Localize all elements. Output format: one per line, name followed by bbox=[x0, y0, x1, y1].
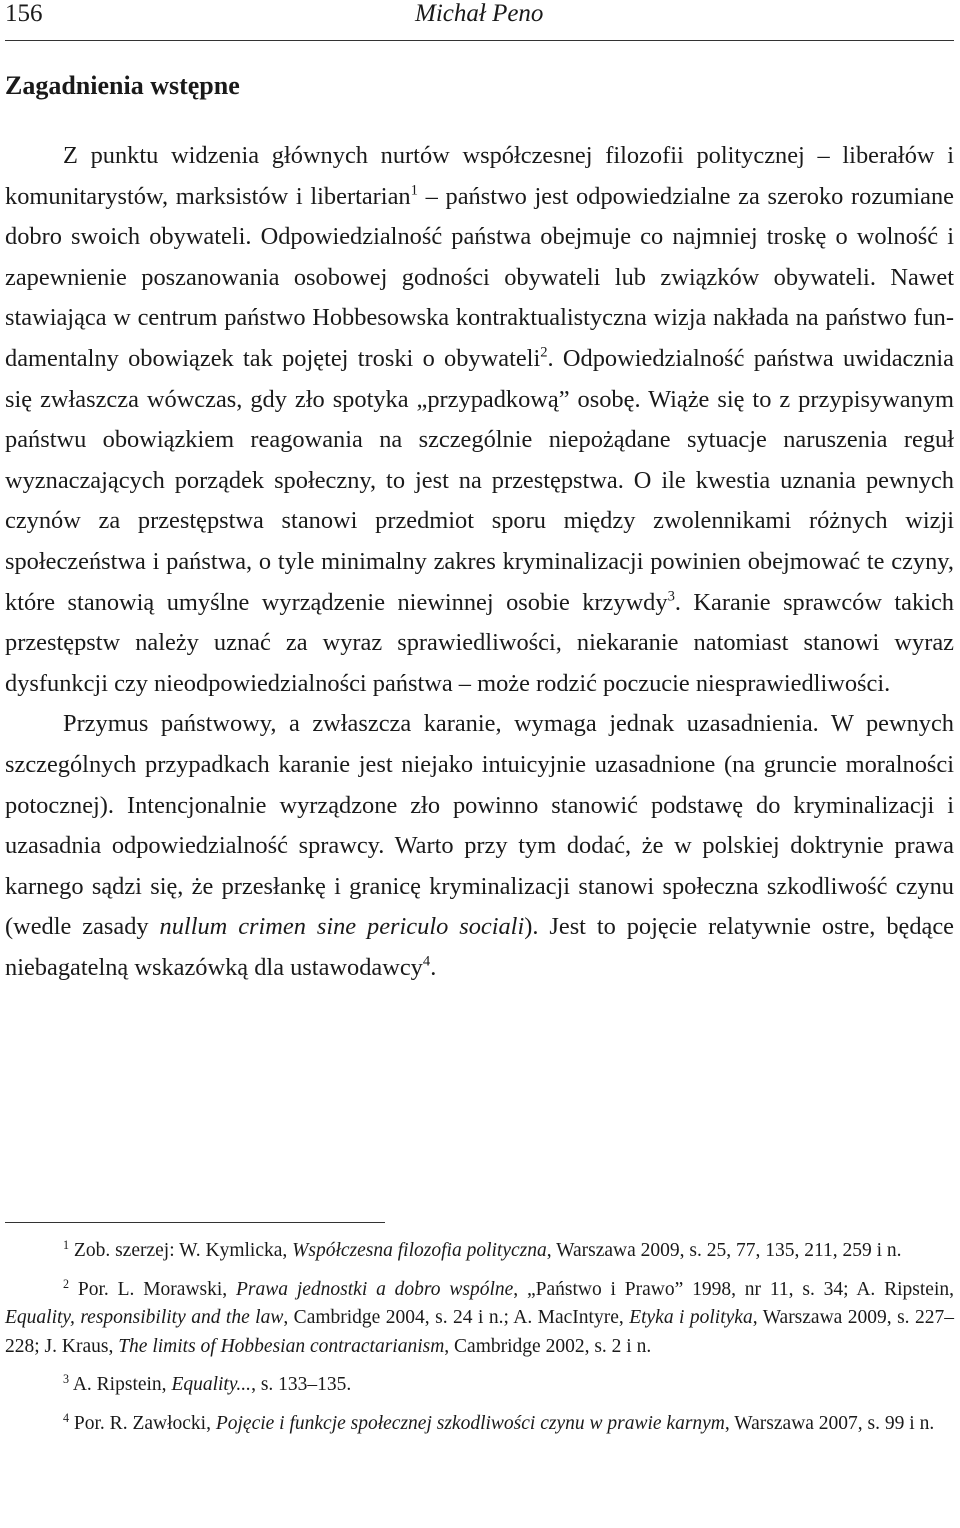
footnote-3 bbox=[5, 1371, 954, 1400]
paragraph-2-latin-maxim: nullum crimen sine periculo sociali bbox=[159, 913, 525, 941]
footnote-title: Pojęcie i funkcje społecznej szkodliwości czynu w prawie karnym bbox=[215, 1412, 725, 1434]
paragraph-2-text-c: . bbox=[430, 953, 437, 981]
paragraph-1-text-c: . Odpowiedzialność państwa uwidacznia się zwłaszcza wówczas, gdy zło spotyka „przypadkową” osobę. Wiąże się to z przypisywanym państwu obowiązkiem reagowania na szczególnie niepożądane sytuacje naruszenia reguł wyznaczających porządek społeczny, to jest na przestępstwa. O ile kwestia uznania pewnych czynów za przestępstwa stanowi przedmiot sporu między zwolennikami różnych wizji społeczeństwa i państwa, o tyle minimalny zakres kryminalizacji powinien obejmować te czyny, które stanowią umyślne wyrządzenie niewinnej osobie krzywdy bbox=[5, 344, 954, 616]
footnote-1 bbox=[5, 1237, 954, 1266]
footnote-separator bbox=[5, 1222, 385, 1223]
section-title: Zagadnienia wstępne bbox=[5, 71, 240, 100]
footnote-text: , Cambridge 2002, s. 2 i n. bbox=[444, 1335, 652, 1357]
paragraph-2-text-b: ). Jest to pojęcie relatywnie ostre, będące niebagatelną wskazówką dla ustawodawcy bbox=[5, 913, 955, 981]
footnote-mark: 1 bbox=[63, 1237, 70, 1252]
footnote-mark: 4 bbox=[63, 1410, 70, 1425]
footnote-title: Współczesna filozofia polityczna bbox=[292, 1240, 547, 1261]
footnote-text: , Cambridge 2004, s. 24 i n.; A. MacIntyre, bbox=[283, 1307, 630, 1329]
paragraph-1-text-a: Z punktu widzenia głównych nurtów współczesnej filozofii politycznej – liberałów i komunitarystów, marksistów i libertarian bbox=[5, 142, 954, 210]
paragraph-2-text-a: Przymus państwowy, a zwłaszcza karanie, wymaga jednak uzasadnienia. W pewnych szczególnych przypadkach karanie jest niejako intuicyjnie uzasadnione (na gruncie moralności potocznej). Intencjonalnie wyrządzone zło powinno stanowić podstawę do kryminalizacji i uzasadnia odpowiedzialność sprawcy. Warto przy tym dodać, że w polskiej doktrynie prawa karnego sądzi się, że przesłankę i granicę kryminalizacji stanowi społeczna szkodliwość czynu (wedle zasady bbox=[5, 710, 954, 941]
footnote-text: , Warszawa 2007, s. 99 i n. bbox=[724, 1412, 935, 1434]
footnote-text: A. Ripstein, bbox=[69, 1374, 172, 1396]
footnote-title: The limits of Hobbesian contractarianism bbox=[118, 1335, 445, 1357]
footnote-ref-4[interactable]: 4 bbox=[422, 953, 431, 970]
footnote-title: Equality... bbox=[171, 1374, 252, 1396]
footnote-mark: 3 bbox=[63, 1372, 70, 1387]
footnote-title: Etyka i polityka bbox=[629, 1307, 753, 1329]
paragraph-1 bbox=[5, 136, 954, 704]
footnote-title: Prawa jednostki a dobro wspólne bbox=[236, 1278, 514, 1300]
paragraph-1-text-b: – państwo jest odpowiedzialne za szeroko rozumiane dobro swoich obywateli. Odpowiedzialność państwa obejmuje co najmniej troskę o wolność i zapewnienie poszanowania osobowej godności obywateli lub związków obywateli. Nawet stawiająca w centrum państwo Hobbesowska kontraktualistyczna wizja nakłada na państwo fundamentalny obowiązek tak pojętej troski o obywateli bbox=[5, 182, 954, 372]
footnote-ref-1[interactable]: 1 bbox=[410, 182, 418, 199]
paragraph-1-text-d: . Karanie sprawców takich przestępstw należy uznać za wyraz sprawiedliwości, niekaranie natomiast stanowi wyraz dysfunkcji czy nieodpowiedzialności państwa – może rodzić poczucie niesprawiedliwości. bbox=[5, 588, 954, 697]
footnote-text: , s. 133–135. bbox=[251, 1374, 352, 1396]
footnotes bbox=[5, 1237, 954, 1449]
footnote-text: Por. R. Zawłocki, bbox=[69, 1412, 216, 1434]
footnote-4 bbox=[5, 1410, 954, 1439]
footnote-text: , Warszawa 2009, s. 227–228; J. Kraus, bbox=[5, 1307, 955, 1357]
footnote-text: , Warszawa 2009, s. 25, 77, 135, 211, 259 i n. bbox=[546, 1240, 902, 1261]
footnote-title: Equality, responsibility and the law bbox=[5, 1307, 284, 1329]
footnote-text: Zob. szerzej: W. Kymlicka, bbox=[69, 1240, 293, 1261]
running-header-author: Michał Peno bbox=[415, 0, 544, 27]
footnote-ref-3[interactable]: 3 bbox=[667, 588, 675, 605]
footnote-2 bbox=[5, 1276, 954, 1362]
footnote-mark: 2 bbox=[63, 1276, 70, 1291]
paragraph-2 bbox=[5, 704, 954, 988]
running-header bbox=[5, 0, 954, 41]
footnote-text: Por. L. Morawski, bbox=[69, 1278, 236, 1300]
body-text bbox=[5, 136, 954, 988]
footnote-text: , „Państwo i Prawo” 1998, nr 11, s. 34; A. Ripstein, bbox=[513, 1278, 954, 1300]
footnote-ref-2[interactable]: 2 bbox=[540, 344, 548, 361]
page-number: 156 bbox=[5, 0, 43, 27]
